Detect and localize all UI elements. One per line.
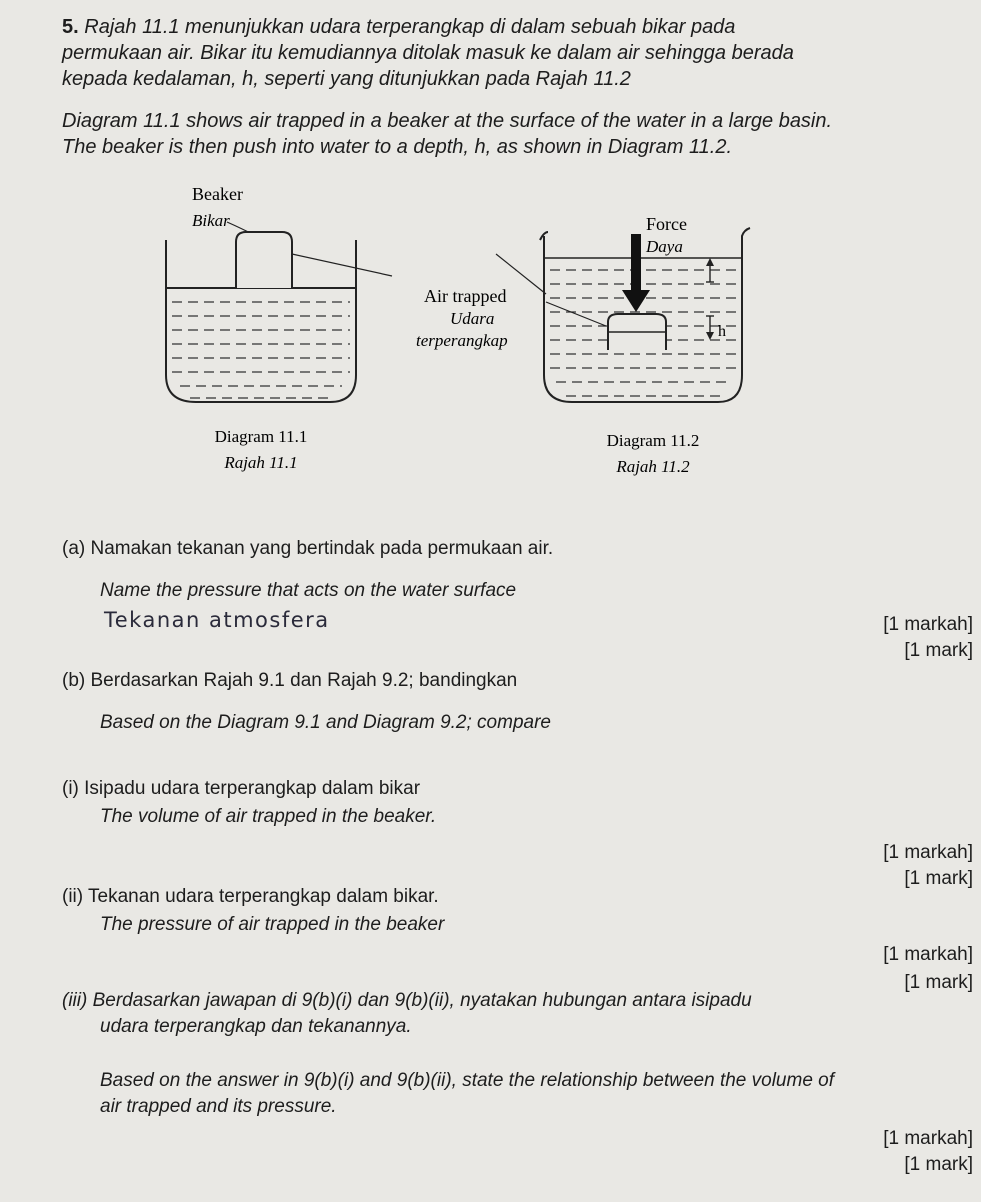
part-b-ii-malay: (ii) Tekanan udara terperangkap dalam bikar. xyxy=(62,886,439,907)
part-b-i-malay: (i) Isipadu udara terperangkap dalam bikar xyxy=(62,778,421,799)
part-a-mark-ms: [1 markah] xyxy=(883,614,973,635)
air-label-en: Air trapped xyxy=(424,286,507,306)
question-intro-english-line1: Diagram 11.1 shows air trapped in a beaker at the surface of the water in a large basin. xyxy=(62,110,833,132)
part-b-iii-mark-ms: [1 markah] xyxy=(883,1128,973,1149)
part-b-ii-mark-ms: [1 markah] xyxy=(883,944,973,965)
part-b-i-mark-ms: [1 markah] xyxy=(883,842,973,863)
diagram-figure xyxy=(0,170,981,500)
part-b-i-mark-en: [1 mark] xyxy=(904,868,973,889)
caption-11-2-ms: Rajah 11.2 xyxy=(616,457,690,476)
part-b-malay: (b) Berdasarkan Rajah 9.1 dan Rajah 9.2; bandingkan xyxy=(62,670,518,691)
caption-11-1-ms: Rajah 11.1 xyxy=(224,453,298,472)
part-a-answer[interactable]: Tekanan atmosfera xyxy=(104,608,330,632)
part-b-iii-malay-line1: (iii) Berdasarkan jawapan di 9(b)(i) dan 9(b)(ii), nyatakan hubungan antara isipadu xyxy=(62,990,752,1011)
caption-11-1-en: Diagram 11.1 xyxy=(214,427,308,446)
air-label-ms-2: terperangkap xyxy=(416,331,508,350)
question-intro-malay-line2: permukaan air. Bikar itu kemudiannya ditolak masuk ke dalam air sehingga berada xyxy=(62,42,794,64)
part-b-i-english: The volume of air trapped in the beaker. xyxy=(100,806,437,827)
diagram-11-2 xyxy=(416,214,750,476)
caption-11-2-en: Diagram 11.2 xyxy=(606,431,700,450)
air-label-ms-1: Udara xyxy=(450,309,495,328)
part-b-iii-english-line2: air trapped and its pressure. xyxy=(100,1096,337,1117)
part-b-iii-mark-en: [1 mark] xyxy=(904,1154,973,1175)
part-b-english: Based on the Diagram 9.1 and Diagram 9.2; compare xyxy=(100,712,551,733)
part-b-ii-mark-en: [1 mark] xyxy=(904,972,973,993)
diagram-11-1 xyxy=(166,184,392,472)
part-a-malay: (a) Namakan tekanan yang bertindak pada permukaan air. xyxy=(62,538,554,559)
part-b-iii-english-line1: Based on the answer in 9(b)(i) and 9(b)(ii), state the relationship between the volume of xyxy=(100,1070,835,1091)
question-intro-english-line2: The beaker is then push into water to a depth, h, as shown in Diagram 11.2. xyxy=(62,136,733,158)
depth-h-label: h xyxy=(718,323,726,340)
force-label-en: Force xyxy=(646,214,687,234)
force-label-ms: Daya xyxy=(646,237,683,256)
question-intro-malay-line3: kepada kedalaman, h, seperti yang ditunjukkan pada Rajah 11.2 xyxy=(62,68,631,90)
beaker-label-ms: Bikar xyxy=(192,211,230,230)
part-a-english: Name the pressure that acts on the water surface xyxy=(100,580,517,601)
question-number: 5. xyxy=(62,16,79,38)
part-a-mark-en: [1 mark] xyxy=(904,640,973,661)
question-intro-malay-line1: 5. Rajah 11.1 menunjukkan udara terperangkap di dalam sebuah bikar pada xyxy=(62,16,736,38)
part-b-iii-malay-line2: udara terperangkap dan tekanannya. xyxy=(100,1016,412,1037)
part-b-ii-english: The pressure of air trapped in the beaker xyxy=(100,914,445,935)
beaker-label-en: Beaker xyxy=(192,184,243,204)
